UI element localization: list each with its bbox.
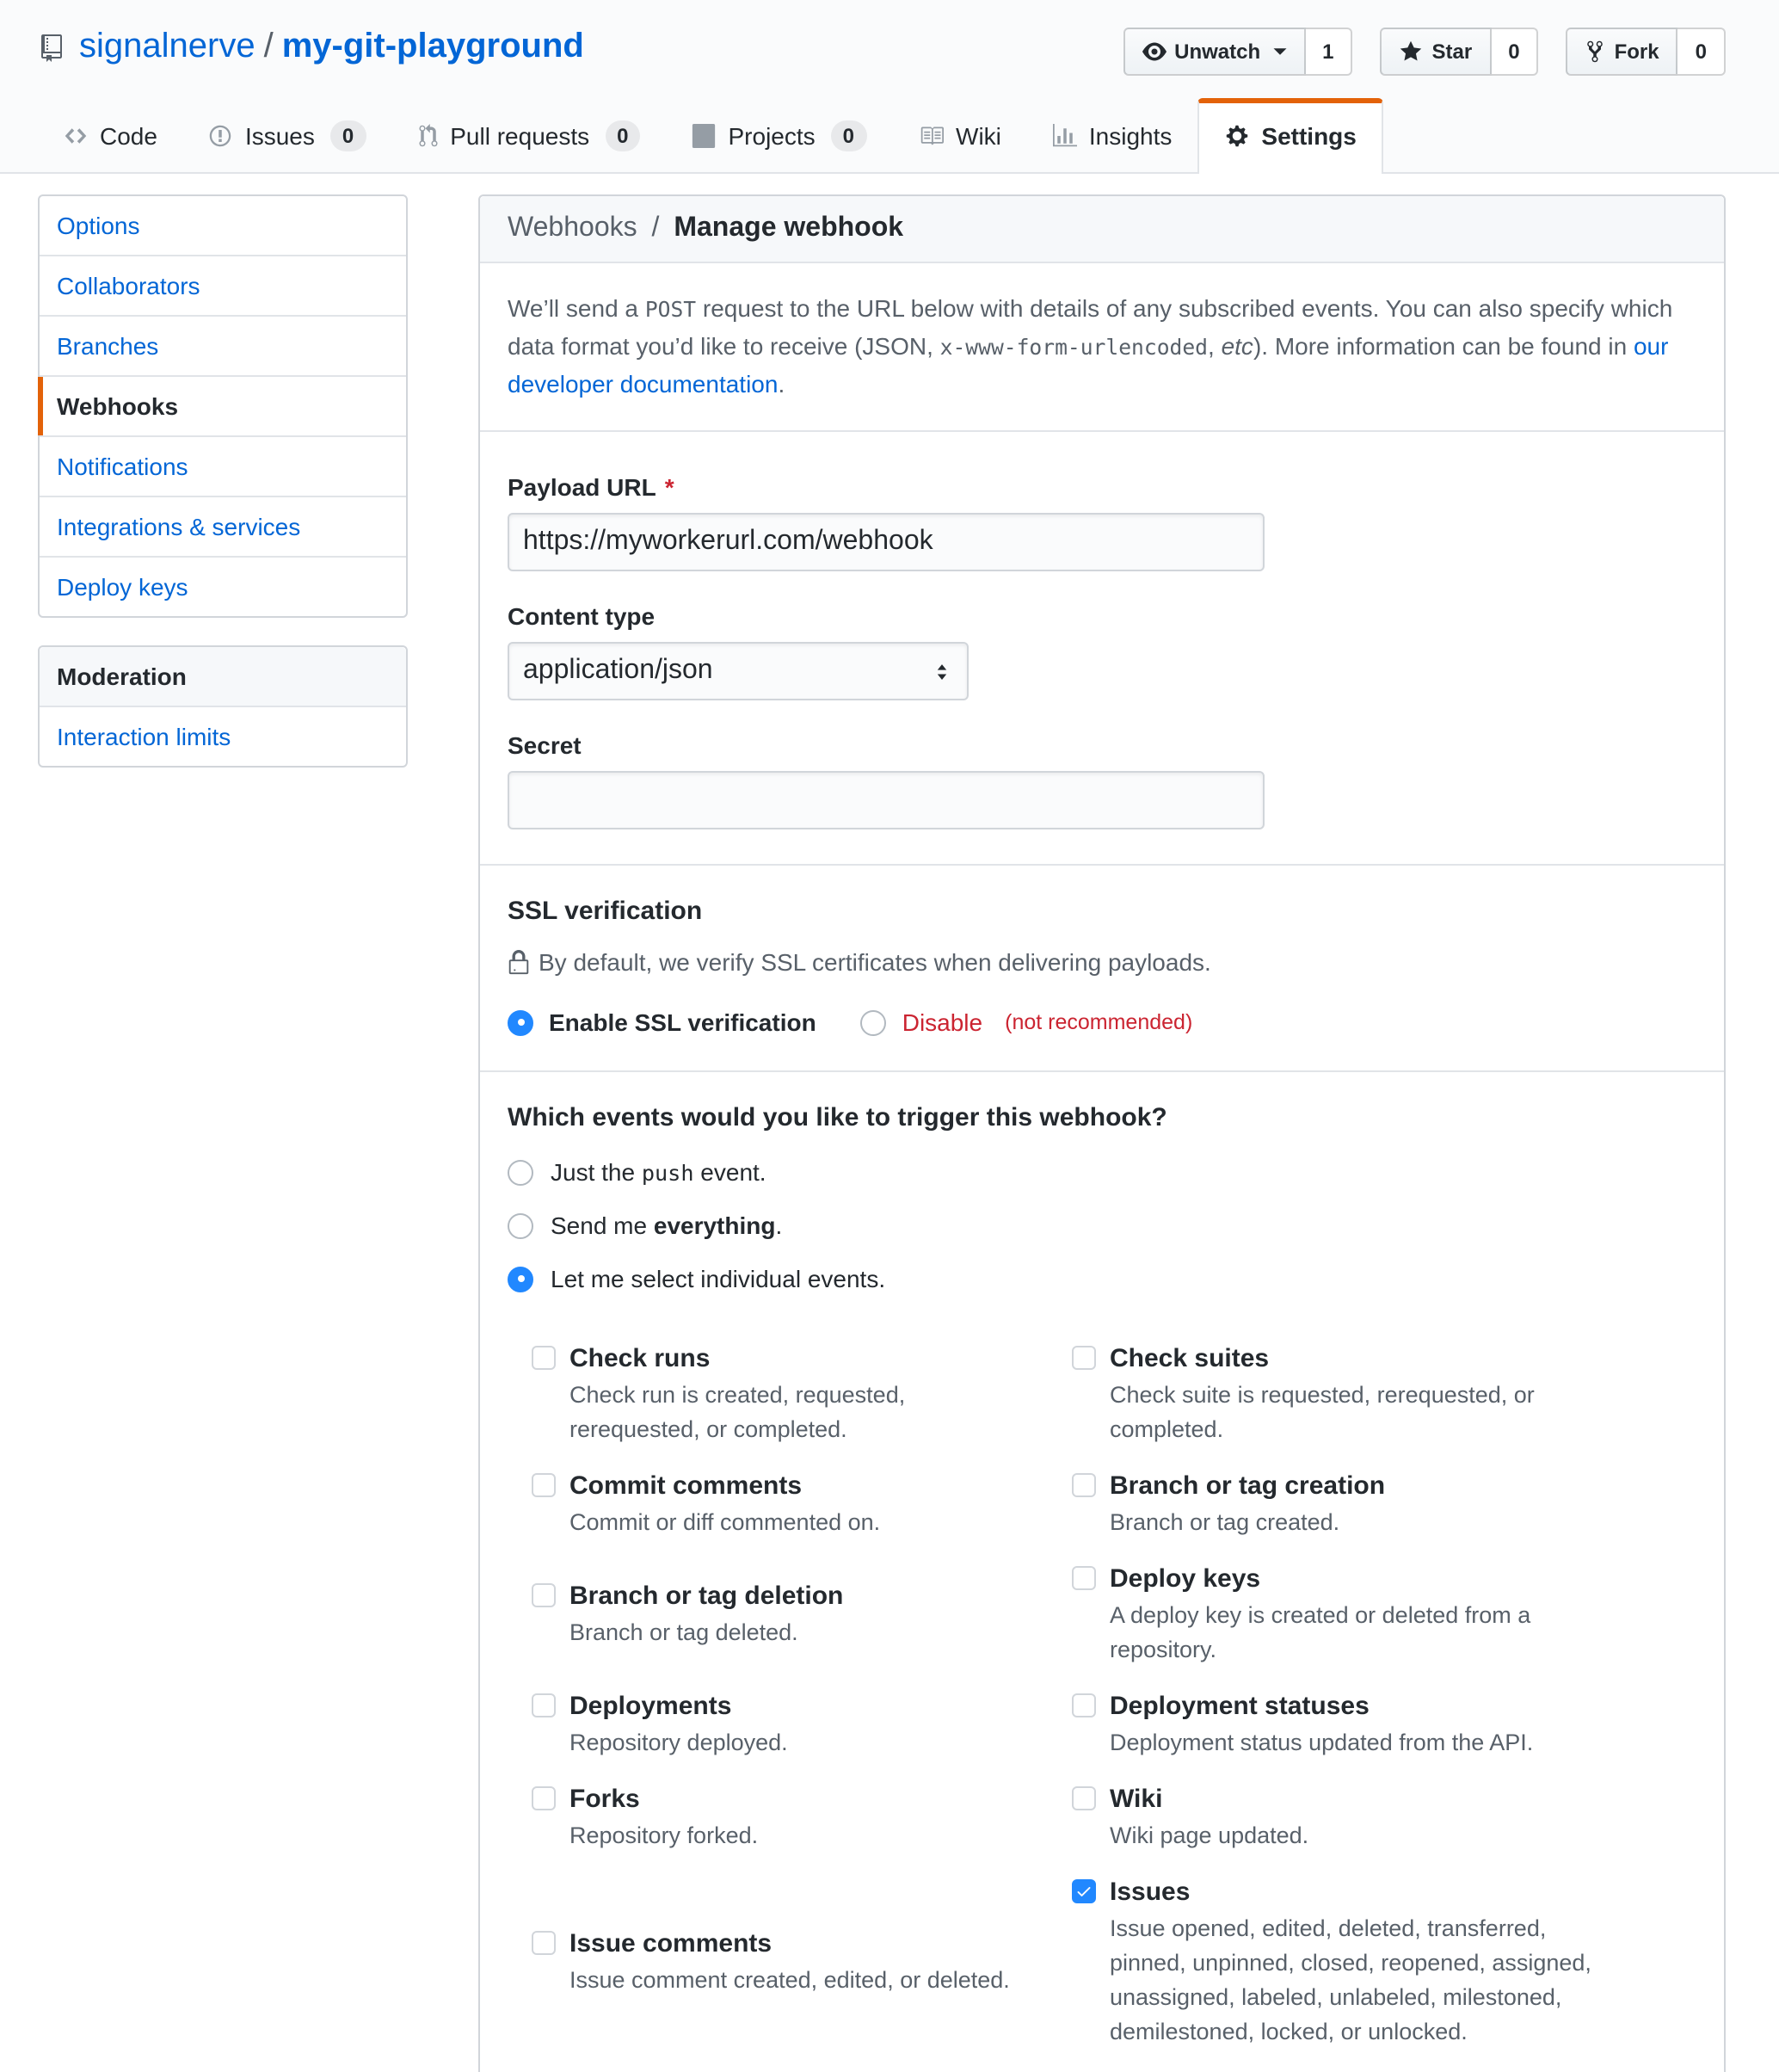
event-label: Check runs	[569, 1344, 711, 1373]
issues-counter: 0	[330, 120, 366, 151]
settings-menu	[38, 194, 408, 618]
event-label: Forks	[569, 1785, 640, 1814]
individual-events-label: Let me select individual events.	[551, 1265, 886, 1292]
repo-icon	[38, 34, 65, 61]
event-checkbox[interactable]	[1072, 1786, 1096, 1810]
menu-item-label: Deploy keys	[57, 573, 188, 601]
event-desc: Deployment status updated from the API.	[1110, 1730, 1534, 1755]
menu-item-label: Interaction limits	[57, 723, 231, 750]
webhook-form-section	[480, 432, 1724, 866]
menu-item-label: Collaborators	[57, 272, 200, 299]
event-desc: A deploy key is created or deleted from a repository.	[1110, 1602, 1531, 1662]
payload-url-label: Payload URL *	[508, 473, 674, 501]
secret-input[interactable]	[508, 771, 1265, 829]
event-option-everything	[508, 1212, 1696, 1239]
event-label: Deployment statuses	[1110, 1692, 1370, 1721]
repo-title	[38, 28, 584, 67]
star-button[interactable]	[1381, 28, 1492, 76]
events-section	[480, 1072, 1724, 2072]
sidebar-menu-item[interactable]	[40, 317, 406, 377]
fork-label: Fork	[1614, 40, 1659, 64]
event-checkbox[interactable]	[532, 1346, 556, 1370]
sidebar-menu-item[interactable]	[40, 256, 406, 317]
sidebar-menu-item[interactable]	[40, 437, 406, 497]
event-label: Deployments	[569, 1692, 732, 1721]
page-head	[0, 0, 1779, 174]
breadcrumb-separator: /	[651, 213, 660, 243]
menu-item-label: Integrations & services	[57, 513, 301, 540]
event-desc: Branch or tag deleted.	[569, 1619, 798, 1645]
event-text	[1110, 1341, 1609, 1447]
event-label: Deploy keys	[1110, 1564, 1261, 1594]
book-icon	[918, 124, 944, 148]
watch-count[interactable]: 1	[1305, 28, 1352, 76]
event-checkbox-item	[532, 1781, 1072, 1853]
breadcrumb-webhooks-link[interactable]: Webhooks	[508, 213, 637, 243]
ssl-title: SSL verification	[508, 897, 703, 926]
event-checkbox[interactable]	[1072, 1346, 1096, 1370]
event-text	[1110, 1874, 1609, 2050]
push-event-radio[interactable]	[508, 1159, 533, 1185]
repo-owner-link[interactable]: signalnerve	[79, 28, 255, 65]
issue-opened-icon	[209, 124, 233, 148]
sidebar-menu-item[interactable]	[40, 196, 406, 256]
fork-button-group	[1567, 28, 1726, 76]
repo-forked-icon	[1585, 40, 1606, 64]
menu-item-label: Branches	[57, 332, 159, 360]
event-text	[1110, 1688, 1533, 1761]
tab-issues[interactable]	[183, 98, 391, 174]
moderation-items	[40, 707, 406, 766]
sidebar-item-webhooks-selected[interactable]	[40, 377, 406, 437]
event-checkbox-item	[532, 1341, 1072, 1447]
ssl-disable-radio[interactable]	[861, 1009, 887, 1035]
event-checkbox[interactable]	[532, 1473, 556, 1497]
breadcrumb	[480, 196, 1724, 263]
tab-code[interactable]	[38, 98, 183, 174]
tab-pull-requests[interactable]	[391, 98, 666, 174]
event-text	[569, 1688, 788, 1761]
event-desc: Check suite is requested, rerequested, or completed.	[1110, 1382, 1535, 1442]
event-desc: Repository forked.	[569, 1822, 759, 1848]
ssl-note: By default, we verify SSL certificates when delivering payloads.	[508, 948, 1696, 976]
ssl-disable-option	[861, 1008, 1193, 1036]
push-event-label: Just the push event.	[551, 1158, 766, 1186]
star-icon	[1400, 40, 1424, 64]
event-checkbox-item	[532, 1578, 1072, 1650]
event-desc: Check run is created, requested, rerequested, or completed.	[569, 1382, 906, 1442]
project-icon	[693, 124, 717, 148]
post-code: POST	[644, 298, 697, 322]
event-checkbox-item	[1072, 1341, 1640, 1447]
event-grid	[532, 1341, 1696, 2050]
moderation-menu	[38, 645, 408, 768]
content-type-select[interactable]: application/json	[508, 642, 969, 700]
secret-label: Secret	[508, 731, 582, 759]
event-text	[569, 1926, 1010, 1998]
pull-requests-counter: 0	[605, 120, 640, 151]
event-checkbox-item	[1072, 1561, 1640, 1668]
watch-button-group	[1123, 28, 1352, 76]
tab-settings[interactable]	[1197, 98, 1383, 174]
event-option-individual	[508, 1265, 1696, 1292]
star-label: Star	[1431, 40, 1473, 64]
settings-sidebar	[38, 194, 408, 2072]
event-label: Issues	[1110, 1878, 1191, 1907]
code-icon	[64, 124, 88, 148]
everything-event-label: Send me everything.	[551, 1212, 783, 1239]
menu-item-label: Options	[57, 212, 140, 239]
event-text	[569, 1468, 880, 1540]
event-checkbox[interactable]	[1072, 1879, 1096, 1903]
fork-count[interactable]: 0	[1678, 28, 1726, 76]
ssl-disable-label: Disable	[902, 1008, 983, 1036]
required-asterisk: *	[664, 473, 674, 501]
dropdown-caret-icon	[1272, 43, 1286, 60]
tab-insights[interactable]	[1027, 98, 1198, 174]
sidebar-menu-item[interactable]	[40, 558, 406, 616]
event-text	[569, 1578, 843, 1650]
event-label: Issue comments	[569, 1929, 773, 1958]
projects-counter: 0	[831, 120, 866, 151]
event-text	[569, 1781, 758, 1853]
event-option-push	[508, 1158, 1696, 1186]
ssl-enable-radio[interactable]	[508, 1009, 533, 1035]
page-title: Manage webhook	[674, 213, 904, 243]
event-text	[1110, 1561, 1609, 1668]
git-pull-request-icon	[417, 124, 438, 148]
event-text	[1110, 1468, 1385, 1540]
tab-label: Projects	[728, 122, 816, 150]
event-checkbox-item	[532, 1926, 1072, 1998]
gear-icon	[1225, 124, 1249, 148]
event-checkbox-item	[1072, 1688, 1640, 1761]
repo-separator: /	[263, 28, 274, 65]
tab-wiki[interactable]	[892, 98, 1027, 174]
event-desc: Issue opened, edited, deleted, transferred, pinned, unpinned, closed, reopened, assigned, unassigned, labeled, unlabeled, milestoned, demilestoned, locked, or unlocked.	[1110, 1915, 1591, 2044]
tab-label: Insights	[1088, 122, 1173, 150]
repo-name-link[interactable]: my-git-playground	[281, 28, 584, 65]
event-checkbox-item	[1072, 1874, 1640, 2050]
sidebar-menu-item[interactable]	[40, 707, 406, 766]
tab-label: Pull requests	[450, 122, 590, 150]
event-checkbox-item	[532, 1468, 1072, 1540]
ssl-enable-label: Enable SSL verification	[549, 1008, 816, 1036]
event-checkbox[interactable]	[1072, 1693, 1096, 1717]
event-checkbox-item	[1072, 1781, 1640, 1853]
event-checkbox[interactable]	[532, 1583, 556, 1607]
event-checkbox[interactable]	[1072, 1566, 1096, 1590]
tab-label: Settings	[1261, 122, 1357, 150]
intro-text: We’ll send a POST request to the URL below with details of any subscribed events. You can also specify which data format you’d like to receive (JSON, x-www-form-urlencoded, etc). More information can be found in our developer documentation.	[508, 294, 1673, 398]
event-label: Commit comments	[569, 1471, 803, 1501]
event-desc: Issue comment created, edited, or deleted.	[569, 1967, 1010, 1993]
tab-label: Issues	[244, 122, 315, 150]
sidebar-menu-item[interactable]	[40, 497, 406, 558]
event-checkbox[interactable]	[532, 1786, 556, 1810]
check-icon	[1075, 1883, 1093, 1900]
event-checkbox-item	[1072, 1468, 1640, 1540]
ssl-disable-note: (not recommended)	[1005, 1010, 1193, 1034]
tab-projects[interactable]	[667, 98, 893, 174]
event-checkbox[interactable]	[532, 1931, 556, 1955]
repo-nav	[38, 98, 1726, 174]
content-type-label: Content type	[508, 602, 656, 630]
tab-label: Code	[100, 122, 157, 150]
ssl-enable-option	[508, 1008, 816, 1036]
menu-item-label: Webhooks	[57, 392, 179, 420]
event-label: Check suites	[1110, 1344, 1270, 1373]
urlencoded-code: x-www-form-urlencoded	[939, 336, 1208, 360]
tab-label: Wiki	[956, 122, 1001, 150]
ssl-section	[480, 866, 1724, 1072]
event-text	[1110, 1781, 1308, 1853]
lock-icon	[508, 949, 530, 975]
event-label: Branch or tag creation	[1110, 1471, 1386, 1501]
payload-url-input[interactable]: https://myworkerurl.com/webhook	[508, 513, 1265, 571]
manage-webhook-box	[478, 194, 1726, 2072]
select-caret-icon	[931, 660, 953, 682]
moderation-header: Moderation	[40, 647, 406, 707]
event-label: Wiki	[1110, 1785, 1163, 1814]
event-label: Branch or tag deletion	[569, 1582, 844, 1611]
unwatch-label: Unwatch	[1174, 40, 1261, 64]
event-desc: Branch or tag created.	[1110, 1509, 1340, 1535]
intro-section	[480, 263, 1724, 432]
repo-actions	[1123, 28, 1726, 76]
graph-icon	[1053, 124, 1077, 148]
eye-icon	[1142, 40, 1166, 64]
star-count[interactable]: 0	[1491, 28, 1538, 76]
everything-event-radio[interactable]	[508, 1212, 533, 1238]
fork-button[interactable]	[1567, 28, 1678, 76]
event-checkbox-item	[532, 1688, 1072, 1761]
event-checkbox[interactable]	[1072, 1473, 1096, 1497]
event-checkbox[interactable]	[532, 1693, 556, 1717]
event-desc: Wiki page updated.	[1110, 1822, 1309, 1848]
developer-documentation-link[interactable]: our developer documentation	[508, 332, 1669, 398]
event-desc: Repository deployed.	[569, 1730, 788, 1755]
star-button-group	[1381, 28, 1539, 76]
event-desc: Commit or diff commented on.	[569, 1509, 881, 1535]
menu-item-label: Notifications	[57, 453, 188, 480]
unwatch-button[interactable]	[1123, 28, 1305, 76]
event-text	[569, 1341, 1041, 1447]
individual-events-radio[interactable]	[508, 1266, 533, 1292]
events-title: Which events would you like to trigger this webhook?	[508, 1103, 1167, 1132]
